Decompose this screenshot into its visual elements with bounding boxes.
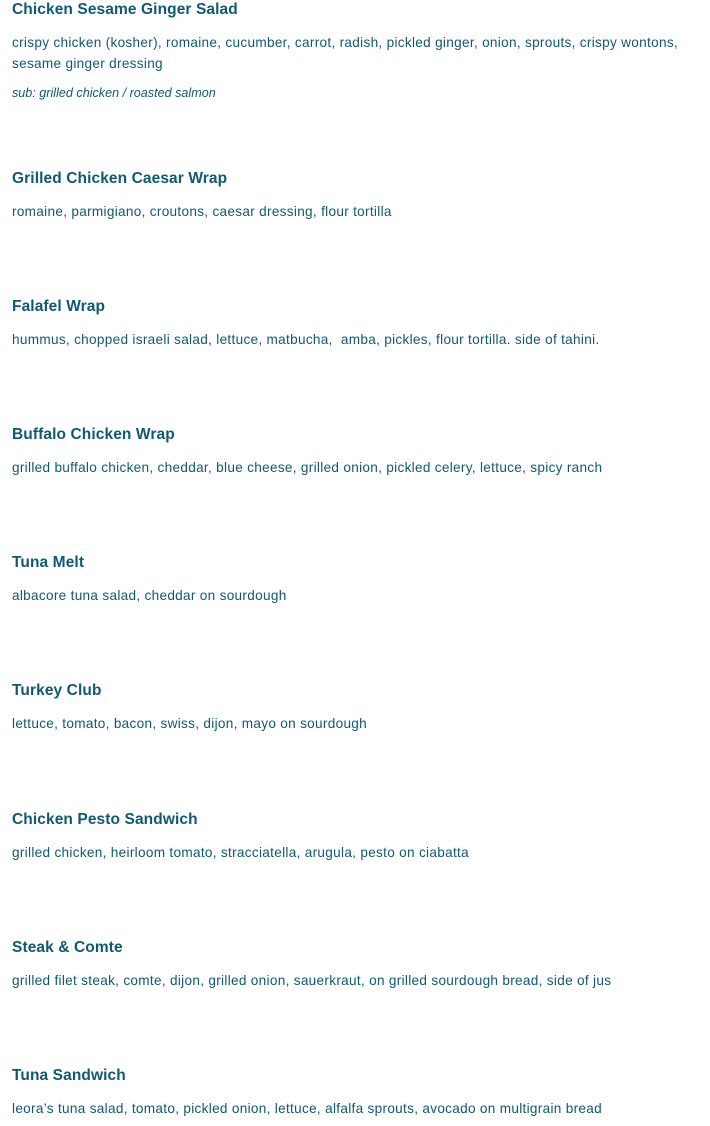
menu-item-description: albacore tuna salad, cheddar on sourdough [12,588,287,603]
menu-item-name: Tuna Melt [12,554,85,571]
menu-item-name: Falafel Wrap [12,298,106,315]
menu-item-description: romaine, parmigiano, croutons, caesar dressing, flour tortilla [12,204,392,219]
menu-item-turkey-club [12,681,698,734]
menu-item-buffalo-chicken-wrap [12,425,698,478]
menu-item-description: leora’s tuna salad, tomato, pickled onion, lettuce, alfalfa sprouts, avocado on multigrain bread [12,1101,603,1116]
menu-item-name: Buffalo Chicken Wrap [12,426,175,443]
menu-item-name: Chicken Sesame Ginger Salad [12,1,238,18]
menu-item-chicken-sesame-ginger-salad [12,0,698,102]
menu-item-tuna-sandwich [12,1066,698,1119]
menu-item-description: grilled buffalo chicken, cheddar, blue cheese, grilled onion, pickled celery, lettuce, spicy ranch [12,460,603,475]
menu-item-falafel-wrap [12,297,698,350]
menu-item-description: crispy chicken (kosher), romaine, cucumber, carrot, radish, pickled ginger, onion, sprouts, crispy wontons, sesame ginger dressing [12,35,683,71]
menu-item-description: grilled filet steak, comte, dijon, grilled onion, sauerkraut, on grilled sourdough bread, side of jus [12,973,612,988]
menu-item-description: hummus, chopped israeli salad, lettuce, matbucha, amba, pickles, flour tortilla. side of tahini. [12,332,600,347]
menu-item-name: Tuna Sandwich [12,1067,126,1084]
menu-item-name: Grilled Chicken Caesar Wrap [12,170,228,187]
menu-item-steak-and-comte [12,938,698,991]
menu-item-grilled-chicken-caesar-wrap [12,169,698,222]
menu-item-substitution: sub: grilled chicken / roasted salmon [12,86,216,100]
menu-item-description: lettuce, tomato, bacon, swiss, dijon, mayo on sourdough [12,716,368,731]
menu-item-description: grilled chicken, heirloom tomato, stracciatella, arugula, pesto on ciabatta [12,845,469,860]
menu-item-tuna-melt [12,553,698,606]
menu-item-chicken-pesto-sandwich [12,810,698,863]
menu-item-name: Steak & Comte [12,939,123,956]
menu-item-name: Chicken Pesto Sandwich [12,811,198,828]
menu-item-name: Turkey Club [12,682,102,699]
